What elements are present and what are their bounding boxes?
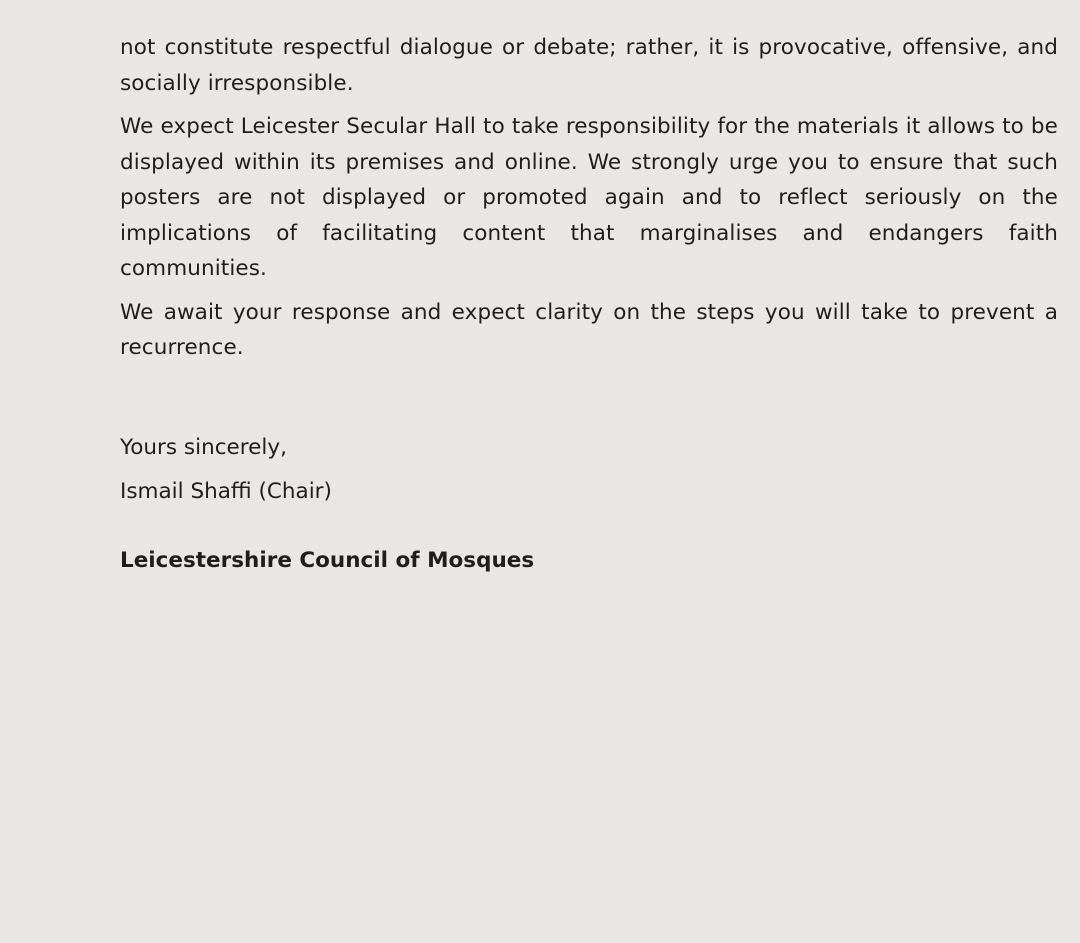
paragraph-await-response: We await your response and expect clarity on the steps you will take to prevent a recurrence. xyxy=(120,299,1058,360)
closing-salutation: Yours sincerely, xyxy=(120,434,287,460)
paragraph-responsibility: We expect Leicester Secular Hall to take responsibility for the materials it allows to be displayed within its premises and online. We strongly urge you to ensure that such posters are not displayed or promoted again and to reflect seriously on the implications of facilitating content that marginalises and endangers faith communities. xyxy=(120,114,1058,281)
organisation-name: Leicestershire Council of Mosques xyxy=(120,547,535,573)
paragraph-respectful-dialogue: not constitute respectful dialogue or debate; rather, it is provocative, offensive, and socially irresponsible. xyxy=(120,35,1058,96)
closing-block xyxy=(120,426,1058,514)
letter-body xyxy=(120,30,1058,578)
signatory-name: Ismail Shaffi (Chair) xyxy=(120,478,332,504)
